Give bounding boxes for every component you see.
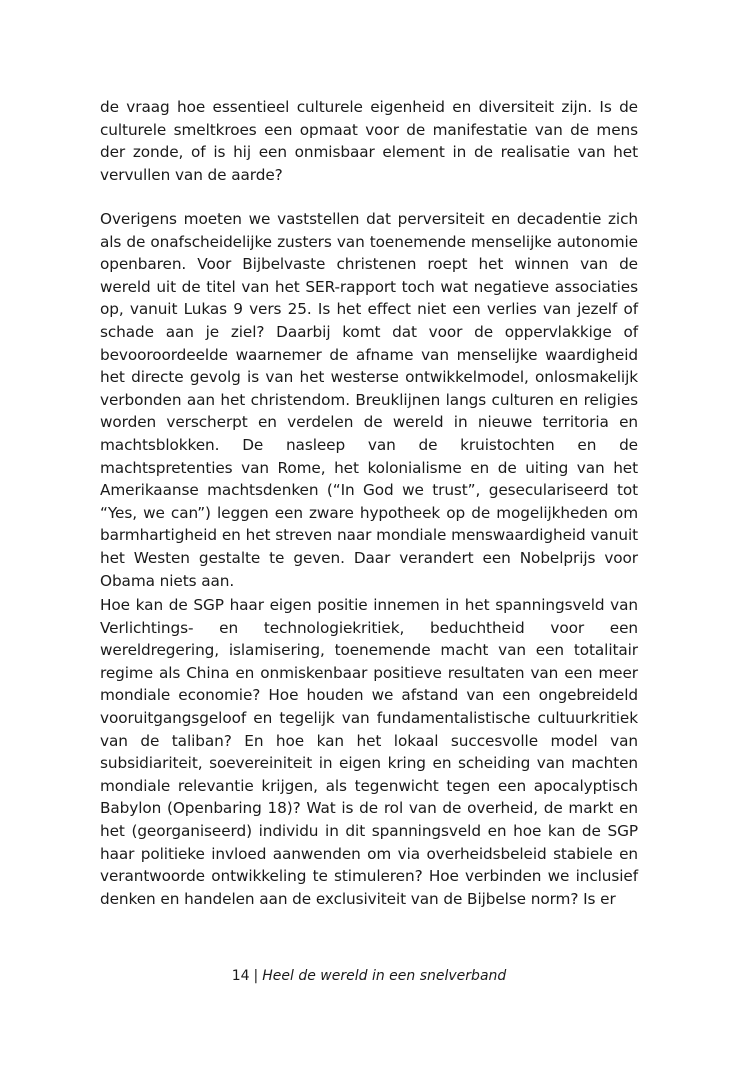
page-number: 14 bbox=[231, 968, 250, 984]
footer-separator: | bbox=[253, 968, 259, 984]
body-paragraph-1: de vraag hoe essentieel culturele eigenheid en diversiteit zijn. Is de culturele smeltkroes een opmaat voor de manifestatie van de mens der zonde, of is hij een onmisbaar element in de realisatie van het vervullen van de aarde? bbox=[100, 98, 638, 184]
body-paragraph-2: Overigens moeten we vaststellen dat perversiteit en decadentie zich als de onafscheidelijke zusters van toenemende menselijke autonomie openbaren. Voor Bijbelvaste christenen roept het winnen van de wereld uit de titel van het SER-rapport toch wat negatieve associaties op, vanuit Lukas 9 vers 25. Is het effect niet een verlies van jezelf of schade aan je ziel? Daarbij komt dat voor de oppervlakkige of bevooroordeelde waarnemer de afname van menselijke waardigheid het directe gevolg is van het westerse ontwikkelmodel, onlosmakelijk verbonden aan het christendom. Breuklijnen langs culturen en religies worden verscherpt en verdelen de wereld in nieuwe territoria en machtsblokken. De nasleep van de kruistochten en de machtspretenties van Rome, het kolonialisme en de uiting van het Amerikaanse machtsdenken (“In God we trust”, geseculariseerd tot “Yes, we can”) leggen een zware hypotheek op de mogelijkheden om barmhartigheid en het streven naar mondiale menswaardigheid vanuit het Westen gestalte te geven. Daar verandert een Nobelprijs voor Obama niets aan. bbox=[100, 210, 638, 590]
body-paragraph-3: Hoe kan de SGP haar eigen positie innemen in het spanningsveld van Verlichtings- en technologiekritiek, beduchtheid voor een wereldregering, islamisering, toenemende macht van een totalitair regime als China en onmiskenbaar positieve resultaten van een meer mondiale economie? Hoe houden we afstand van een ongebreideld vooruitgangsgeloof en tegelijk van fundamentalistische cultuurkritiek van de taliban? En hoe kan het lokaal succesvolle model van subsidiariteit, soevereiniteit in eigen kring en scheiding van machten mondiale relevantie krijgen, als tegenwicht tegen een apocalyptisch Babylon (Openbaring 18)? Wat is de rol van de overheid, de markt en het (georganiseerd) individu in dit spanningsveld en hoe kan de SGP haar politieke invloed aanwenden om via overheidsbeleid stabiele en verantwoorde ontwikkeling te stimuleren? Hoe verbinden we inclusief denken en handelen aan de exclusiviteit van de Bijbelse norm? Is er bbox=[100, 596, 638, 908]
running-title: Heel de wereld in een snelverband bbox=[262, 968, 507, 984]
page-footer bbox=[0, 966, 738, 986]
